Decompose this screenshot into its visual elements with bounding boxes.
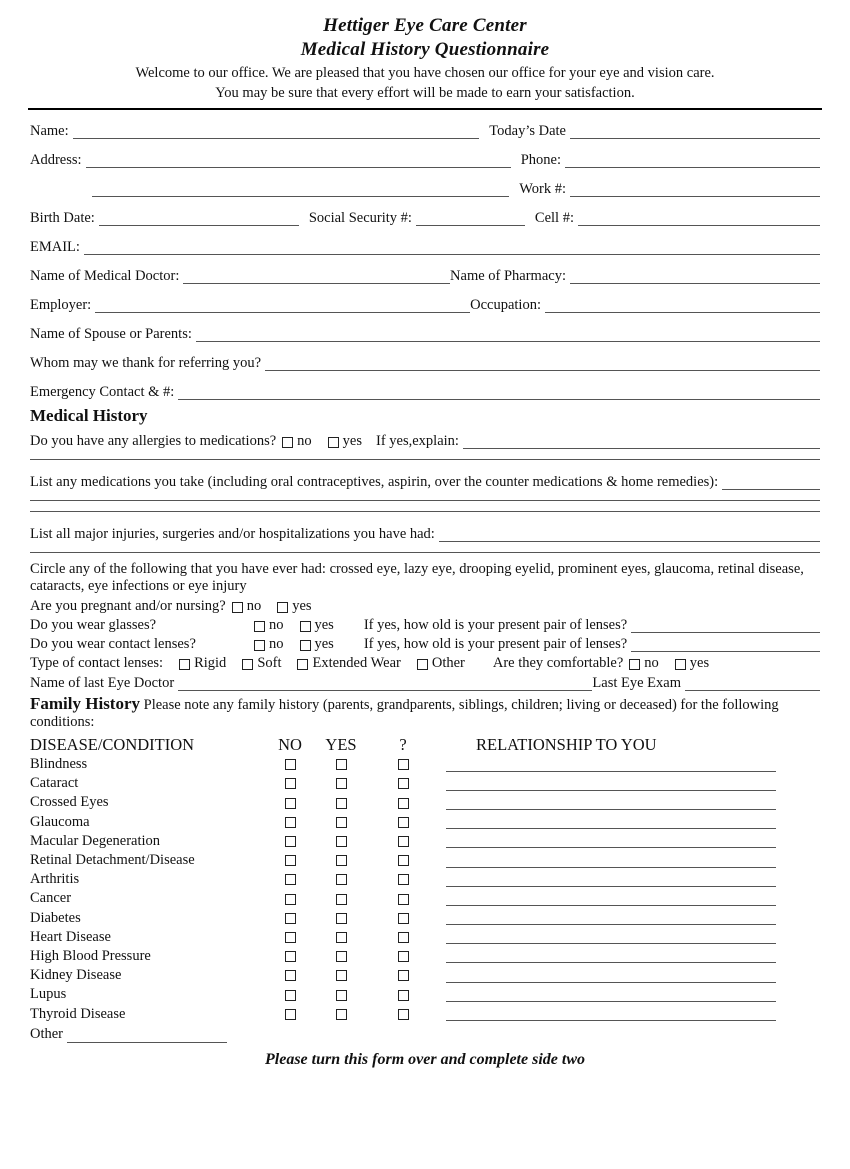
family-history-intro: Please note any family history (parents, grandparents, siblings, children; living or deceased) for the following conditions: [30,697,779,730]
row-spouse-parents [18,326,832,342]
unknown-checkbox[interactable] [398,932,409,943]
column-header-yes: YES [325,735,357,754]
relationship-input[interactable] [446,911,776,925]
yes-checkbox[interactable] [336,932,347,943]
todays-date-input[interactable] [570,123,820,139]
row-address2-work [18,181,832,197]
table-row [30,966,820,985]
page-title: Medical History Questionnaire [300,39,550,60]
yes-checkbox[interactable] [336,970,347,981]
spouse-parents-label: Name of Spouse or Parents: [30,326,192,342]
lens-type-label: Type of contact lenses: [30,655,164,671]
unknown-checkbox[interactable] [398,855,409,866]
table-row [30,851,820,870]
table-row [30,832,820,851]
name-input[interactable] [73,123,480,139]
address-label: Address: [30,152,82,168]
pregnant-no-checkbox[interactable] [232,602,243,613]
injuries-input[interactable] [439,526,820,542]
yes-checkbox[interactable] [336,990,347,1001]
table-row [30,889,820,908]
no-checkbox[interactable] [285,855,296,866]
no-checkbox[interactable] [285,913,296,924]
allergies-yes-label: yes [342,433,363,449]
yes-checkbox[interactable] [336,951,347,962]
yes-checkbox[interactable] [336,759,347,770]
yes-checkbox[interactable] [336,894,347,905]
medications-line-3[interactable] [30,510,820,512]
unknown-checkbox[interactable] [398,894,409,905]
other-condition-label: Other [30,1025,64,1042]
row-name-date [18,123,832,139]
column-header-disease: DISEASE/CONDITION [30,735,195,754]
yes-checkbox[interactable] [336,1009,347,1020]
row-allergies [18,433,832,449]
todays-date-label: Today’s Date [489,123,566,139]
no-checkbox[interactable] [285,932,296,943]
form-header [18,14,832,102]
lens-rigid-label: Rigid [194,655,227,671]
no-checkbox[interactable] [285,1009,296,1020]
medical-doctor-label: Name of Medical Doctor: [30,268,180,284]
column-header-no: NO [278,735,302,754]
condition-label: Retinal Detachment/Disease [30,852,195,869]
pregnant-yes-checkbox[interactable] [277,602,288,613]
relationship-input[interactable] [446,949,776,963]
no-checkbox[interactable] [285,759,296,770]
unknown-checkbox[interactable] [398,759,409,770]
table-row [30,985,820,1004]
allergies-yes-checkbox[interactable] [328,437,339,448]
no-checkbox[interactable] [285,894,296,905]
row-doctor-pharmacy [18,268,832,284]
relationship-input[interactable] [446,854,776,868]
row-address-phone [18,152,832,168]
welcome-line-2: You may be sure that every effort will be made to earn your satisfaction. [215,85,635,101]
allergies-no-checkbox[interactable] [282,437,293,448]
emergency-contact-label: Emergency Contact & #: [30,384,175,400]
cell-label: Cell #: [534,210,574,226]
contacts-yes-label: yes [314,636,334,652]
pharmacy-label: Name of Pharmacy: [450,268,566,284]
row-pregnant [18,598,832,614]
spouse-parents-input[interactable] [196,326,820,342]
employer-input[interactable] [95,297,470,313]
clinic-name: Hettiger Eye Care Center [323,15,527,36]
pregnant-yes-label: yes [292,598,312,614]
table-row [30,947,820,966]
glasses-question: Do you wear glasses? [30,617,157,633]
relationship-input[interactable] [446,873,776,887]
row-referral [18,355,832,371]
emergency-contact-input[interactable] [178,384,820,400]
contacts-yes-checkbox[interactable] [300,640,311,651]
relationship-input[interactable] [446,815,776,829]
relationship-input[interactable] [446,988,776,1002]
work-number-input[interactable] [570,181,820,197]
no-checkbox[interactable] [285,970,296,981]
occupation-input[interactable] [545,297,820,313]
lens-other-label: Other [431,655,465,671]
relationship-input[interactable] [446,930,776,944]
last-doctor-label: Name of last Eye Doctor [30,675,175,691]
condition-label: Blindness [30,756,88,773]
birth-date-label: Birth Date: [30,210,95,226]
relationship-input[interactable] [446,892,776,906]
condition-label: Glaucoma [30,813,90,830]
yes-checkbox[interactable] [336,778,347,789]
referral-input[interactable] [265,355,820,371]
glasses-no-checkbox[interactable] [254,621,265,632]
table-row [30,870,820,889]
unknown-checkbox[interactable] [398,913,409,924]
other-condition-input[interactable] [67,1027,227,1043]
contacts-no-checkbox[interactable] [254,640,265,651]
occupation-label: Occupation: [470,297,541,313]
yes-checkbox[interactable] [336,855,347,866]
condition-label: Thyroid Disease [30,1005,126,1022]
turn-over-note: Please turn this form over and complete side two [265,1050,585,1068]
condition-label: Macular Degeneration [30,832,161,849]
last-doctor-input[interactable] [178,675,592,691]
family-history-table [18,735,832,1043]
row-employer-occupation [18,297,832,313]
unknown-checkbox[interactable] [398,990,409,1001]
glasses-yes-label: yes [314,617,334,633]
medications-question: List any medications you take (including oral contraceptives, aspirin, over the counter medications & home remedies): [30,474,719,490]
contacts-question: Do you wear contact lenses? [30,636,196,652]
glasses-yes-checkbox[interactable] [300,621,311,632]
pregnant-question: Are you pregnant and/or nursing? [30,598,226,614]
condition-label: Lupus [30,986,67,1003]
allergies-explain-input[interactable] [463,433,820,449]
unknown-checkbox[interactable] [398,970,409,981]
condition-label: High Blood Pressure [30,947,151,964]
row-birth-ssn-cell [18,210,832,226]
name-label: Name: [30,123,69,139]
glasses-no-label: no [269,617,284,633]
email-input[interactable] [84,239,820,255]
medical-history-heading: Medical History [30,406,148,425]
relationship-input[interactable] [446,1007,776,1021]
condition-label: Cataract [30,775,79,792]
pregnant-no-label: no [246,598,262,614]
yes-checkbox[interactable] [336,798,347,809]
relationship-input[interactable] [446,777,776,791]
lens-soft-checkbox[interactable] [242,659,253,670]
medical-doctor-input[interactable] [183,268,450,284]
injuries-question: List all major injuries, surgeries and/or hospitalizations you have had: [30,526,435,542]
table-row [30,928,820,947]
header-divider [28,108,822,110]
table-row-other [30,1026,820,1043]
condition-label: Heart Disease [30,928,111,945]
comfortable-no-label: no [644,655,659,671]
circle-conditions-line-2: cataracts, eye infections or eye injury [30,578,247,594]
condition-label: Cancer [30,890,72,907]
contacts-followup-label: If yes, how old is your present pair of lenses? [363,636,628,652]
unknown-checkbox[interactable] [398,1009,409,1020]
address-input[interactable] [86,152,511,168]
row-medications [18,474,832,490]
comfortable-no-checkbox[interactable] [629,659,640,670]
table-row [30,813,820,832]
unknown-checkbox[interactable] [398,836,409,847]
no-checkbox[interactable] [285,990,296,1001]
comfortable-question: Are they comfortable? [492,655,624,671]
lens-soft-label: Soft [257,655,282,671]
no-checkbox[interactable] [285,836,296,847]
employer-label: Employer: [30,297,92,313]
condition-label: Arthritis [30,871,80,888]
row-glasses [18,617,832,633]
no-checkbox[interactable] [285,817,296,828]
row-injuries [18,526,832,542]
lens-extended-wear-checkbox[interactable] [297,659,308,670]
phone-label: Phone: [520,152,561,168]
table-row [30,774,820,793]
work-number-label: Work #: [519,181,566,197]
row-last-eye-doctor [18,675,832,691]
no-checkbox[interactable] [285,951,296,962]
unknown-checkbox[interactable] [398,817,409,828]
yes-checkbox[interactable] [336,817,347,828]
pharmacy-input[interactable] [570,268,820,284]
column-header-relationship: RELATIONSHIP TO YOU [476,735,657,754]
comfortable-yes-checkbox[interactable] [675,659,686,670]
lens-extended-wear-label: Extended Wear [312,655,401,671]
row-lens-type [18,655,832,671]
relationship-input[interactable] [446,796,776,810]
glasses-age-input[interactable] [631,617,820,633]
glasses-followup-label: If yes, how old is your present pair of lenses? [363,617,628,633]
injuries-line-2[interactable] [30,551,820,553]
unknown-checkbox[interactable] [398,951,409,962]
table-row [30,793,820,812]
unknown-checkbox[interactable] [398,798,409,809]
yes-checkbox[interactable] [336,874,347,885]
contacts-age-input[interactable] [631,636,820,652]
no-checkbox[interactable] [285,798,296,809]
row-email [18,239,832,255]
comfortable-yes-label: yes [689,655,710,671]
condition-label: Kidney Disease [30,967,122,984]
family-history-intro-row [18,695,832,731]
relationship-input[interactable] [446,758,776,772]
email-label: EMAIL: [30,239,80,255]
family-history-heading: Family History [30,694,141,713]
ssn-input[interactable] [416,210,525,226]
relationship-input[interactable] [446,834,776,848]
address-line2-input[interactable] [92,181,509,197]
column-header-unknown: ? [399,735,407,754]
family-history-header-row [30,735,820,755]
yes-checkbox[interactable] [336,913,347,924]
last-exam-input[interactable] [685,675,820,691]
ssn-label: Social Security #: [308,210,412,226]
yes-checkbox[interactable] [336,836,347,847]
row-emergency-contact [18,384,832,400]
no-checkbox[interactable] [285,778,296,789]
welcome-line-1: Welcome to our office. We are pleased that you have chosen our office for your eye and vision care. [135,65,715,81]
cell-input[interactable] [578,210,820,226]
birth-date-input[interactable] [99,210,299,226]
last-exam-label: Last Eye Exam [592,675,681,691]
unknown-checkbox[interactable] [398,874,409,885]
medications-input[interactable] [722,474,820,490]
relationship-input[interactable] [446,969,776,983]
contacts-no-label: no [269,636,284,652]
condition-label: Diabetes [30,909,81,926]
row-contacts [18,636,832,652]
table-row [30,755,820,774]
unknown-checkbox[interactable] [398,778,409,789]
allergies-explain-label: If yes,explain: [376,433,459,449]
table-row [30,1004,820,1023]
no-checkbox[interactable] [285,874,296,885]
lens-rigid-checkbox[interactable] [179,659,190,670]
table-row [30,909,820,928]
circle-conditions-line-1: Circle any of the following that you have ever had: crossed eye, lazy eye, drooping eyelid, prominent eyes, glaucoma, retinal disease, [30,561,804,577]
referral-label: Whom may we thank for referring you? [30,355,262,371]
phone-input[interactable] [565,152,820,168]
lens-other-checkbox[interactable] [417,659,428,670]
allergies-question: Do you have any allergies to medications? [30,433,277,449]
condition-label: Crossed Eyes [30,794,109,811]
allergies-no-label: no [297,433,312,449]
allergies-explain-line-2[interactable] [30,458,820,460]
medications-line-2[interactable] [30,499,820,501]
